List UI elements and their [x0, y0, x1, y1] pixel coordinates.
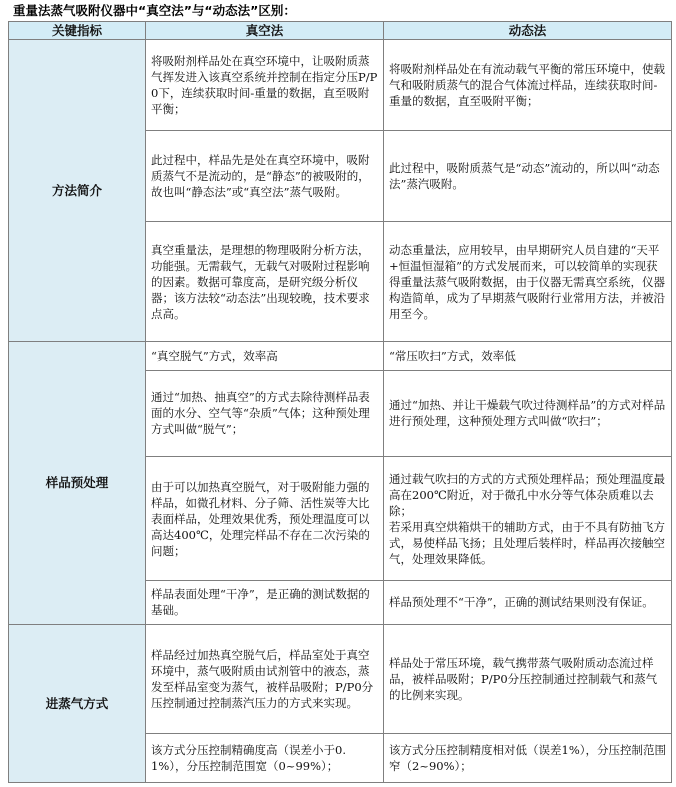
header-row [9, 22, 672, 40]
comparison-table [8, 21, 672, 783]
cell-dynamic: 样品预处理不“干净”，正确的测试结果则没有保证。 [384, 580, 672, 624]
category-pretreatment: 样品预处理 [9, 342, 146, 625]
header-dynamic: 动态法 [384, 22, 672, 40]
cell-dynamic: “常压吹扫”方式，效率低 [384, 342, 672, 370]
cell-vacuum: 样品经过加热真空脱气后，样品室处于真空环境中，蒸气吸附质由试剂管中的液态，蒸发至样品室变为蒸气，被样品吸附；P/P0分压控制通过控制蒸汽压力的方式来实现。 [146, 625, 384, 734]
cell-vacuum: 将吸附剂样品处在真空环境中，让吸附质蒸气挥发进入该真空系统并控制在指定分压P/P0下，连续获取时间-重量的数据，直至吸附平衡； [146, 40, 384, 131]
cell-dynamic: 该方式分压控制精度相对低（误差1%），分压控制范围窄（2~90%）； [384, 734, 672, 783]
header-indicator: 关键指标 [9, 22, 146, 40]
category-vapor: 进蒸气方式 [9, 625, 146, 783]
cell-vacuum: 此过程中，样品先是处在真空环境中，吸附质蒸气不是流动的，是“静态”的被吸附的，故也叫“静态法”或“真空法”蒸气吸附。 [146, 130, 384, 221]
table-row [9, 625, 672, 734]
page-title: 重量法蒸气吸附仪器中“真空法”与“动态法”区别： [13, 3, 296, 18]
table-row [9, 342, 672, 370]
cell-dynamic: 通过“加热、并让干燥载气吹过待测样品”的方式对样品进行预处理，这种预处理方式叫做“吹扫”； [384, 370, 672, 457]
cell-dynamic: 此过程中，吸附质蒸气是“动态”流动的，所以叫“动态法”蒸汽吸附。 [384, 130, 672, 221]
table-row [9, 40, 672, 131]
cell-dynamic: 样品处于常压环境，载气携带蒸气吸附质动态流过样品，被样品吸附；P/P0分压控制通过控制载气和蒸气的比例来实现。 [384, 625, 672, 734]
cell-vacuum: 通过“加热、抽真空”的方式去除待测样品表面的水分、空气等“杂质”气体；这种预处理方式叫做“脱气”； [146, 370, 384, 457]
cell-dynamic: 通过载气吹扫的方式的方式预处理样品；预处理温度最高在200℃附近，对于微孔中水分等气体杂质难以去除； 若采用真空烘箱烘干的辅助方式，由于不具有防抽飞方式，易使样品飞扬；且处理后装样时，样品再次接触空气，处理效果降低。 [384, 457, 672, 580]
cell-vacuum: 样品表面处理“干净”，是正确的测试数据的基础。 [146, 580, 384, 624]
cell-vacuum: 该方式分压控制精确度高（误差小于0.1%），分压控制范围宽（0~99%）； [146, 734, 384, 783]
cell-vacuum: “真空脱气”方式，效率高 [146, 342, 384, 370]
cell-vacuum: 由于可以加热真空脱气，对于吸附能力强的样品，如微孔材料、分子筛、活性炭等大比表面样品，处理效果优秀，预处理温度可以高达400℃，处理完样品不存在二次污染的问题； [146, 457, 384, 580]
category-method: 方法简介 [9, 40, 146, 342]
header-vacuum: 真空法 [146, 22, 384, 40]
cell-dynamic: 将吸附剂样品处在有流动载气平衡的常压环境中，使载气和吸附质蒸气的混合气体流过样品，连续获取时间-重量的数据，直至吸附平衡； [384, 40, 672, 131]
cell-dynamic: 动态重量法，应用较早，由早期研究人员自建的“天平+恒温恒湿箱”的方式发展而来，可以较简单的实现获得重量法蒸气吸附数据，由于仪器无需真空系统，仪器构造简单，成为了早期蒸气吸附行业常用方法，并被沿用至今。 [384, 221, 672, 341]
cell-vacuum: 真空重量法，是理想的物理吸附分析方法，功能强。无需载气，无载气对吸附过程影响的因素。数据可靠度高，是研究级分析仪器；该方法较“动态法”出现较晚，技术要求点高。 [146, 221, 384, 341]
